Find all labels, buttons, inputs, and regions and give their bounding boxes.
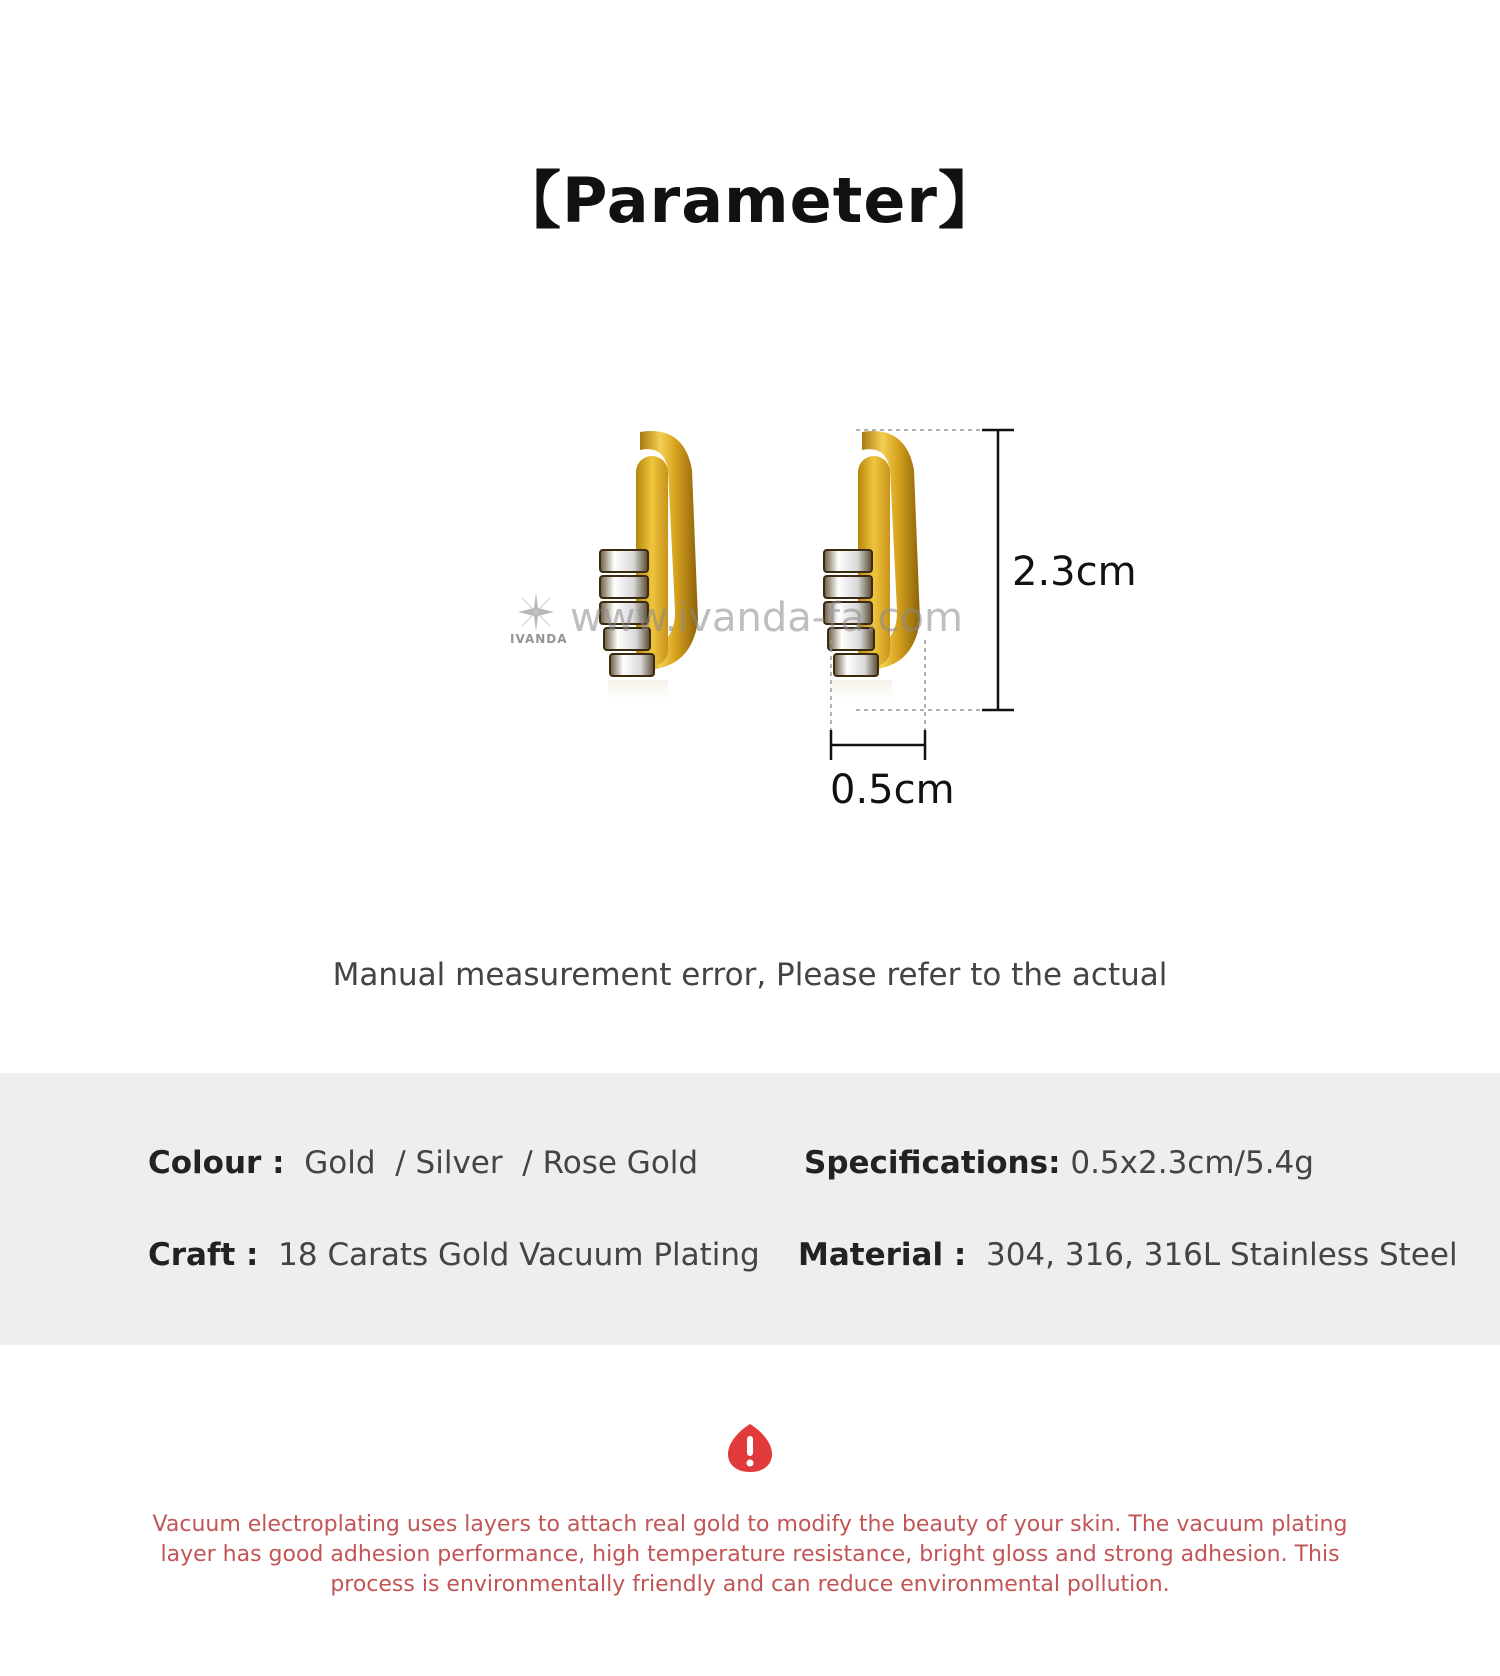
plating-disclaimer: Vacuum electroplating uses layers to attach real gold to modify the beauty of your skin. The vacuum plating layer has good adhesion performance, high temperature resistance, bright gloss and strong adhesion. This process is environmentally friendly and can reduce environmental pollution.: [152, 1512, 1348, 1597]
spec-material-value: 304, 316, 316L Stainless Steel: [985, 1237, 1458, 1273]
spec-specifications: [804, 1145, 1314, 1181]
spec-material: [798, 1237, 1458, 1273]
spec-panel: [0, 1073, 1500, 1345]
spec-material-label: Material :: [798, 1237, 967, 1273]
measurement-note: Manual measurement error, Please refer to the actual: [332, 957, 1168, 993]
watermark-brand: IVANDA: [510, 632, 568, 646]
watermark-url: www.ivanda-fa.com: [570, 595, 963, 641]
spec-craft: [148, 1237, 760, 1273]
star-logo-icon: [514, 590, 558, 634]
spec-colour-value: Gold / Silver / Rose Gold: [304, 1145, 699, 1181]
spec-craft-value: 18 Carats Gold Vacuum Plating: [278, 1237, 760, 1273]
watermark: [510, 590, 990, 660]
spec-specifications-value: 0.5x2.3cm/5.4g: [1070, 1145, 1314, 1181]
spec-craft-label: Craft :: [148, 1237, 259, 1273]
exclamation-alert-icon: [726, 1422, 774, 1474]
page-title: 【Parameter】: [499, 164, 1001, 237]
spec-colour: [148, 1145, 699, 1181]
spec-specifications-label: Specifications:: [804, 1145, 1061, 1181]
earring-right: [824, 431, 920, 710]
width-label: 0.5cm: [830, 767, 955, 813]
earring-left: [600, 431, 698, 710]
spec-colour-label: Colour :: [148, 1145, 285, 1181]
height-label: 2.3cm: [1012, 549, 1137, 595]
